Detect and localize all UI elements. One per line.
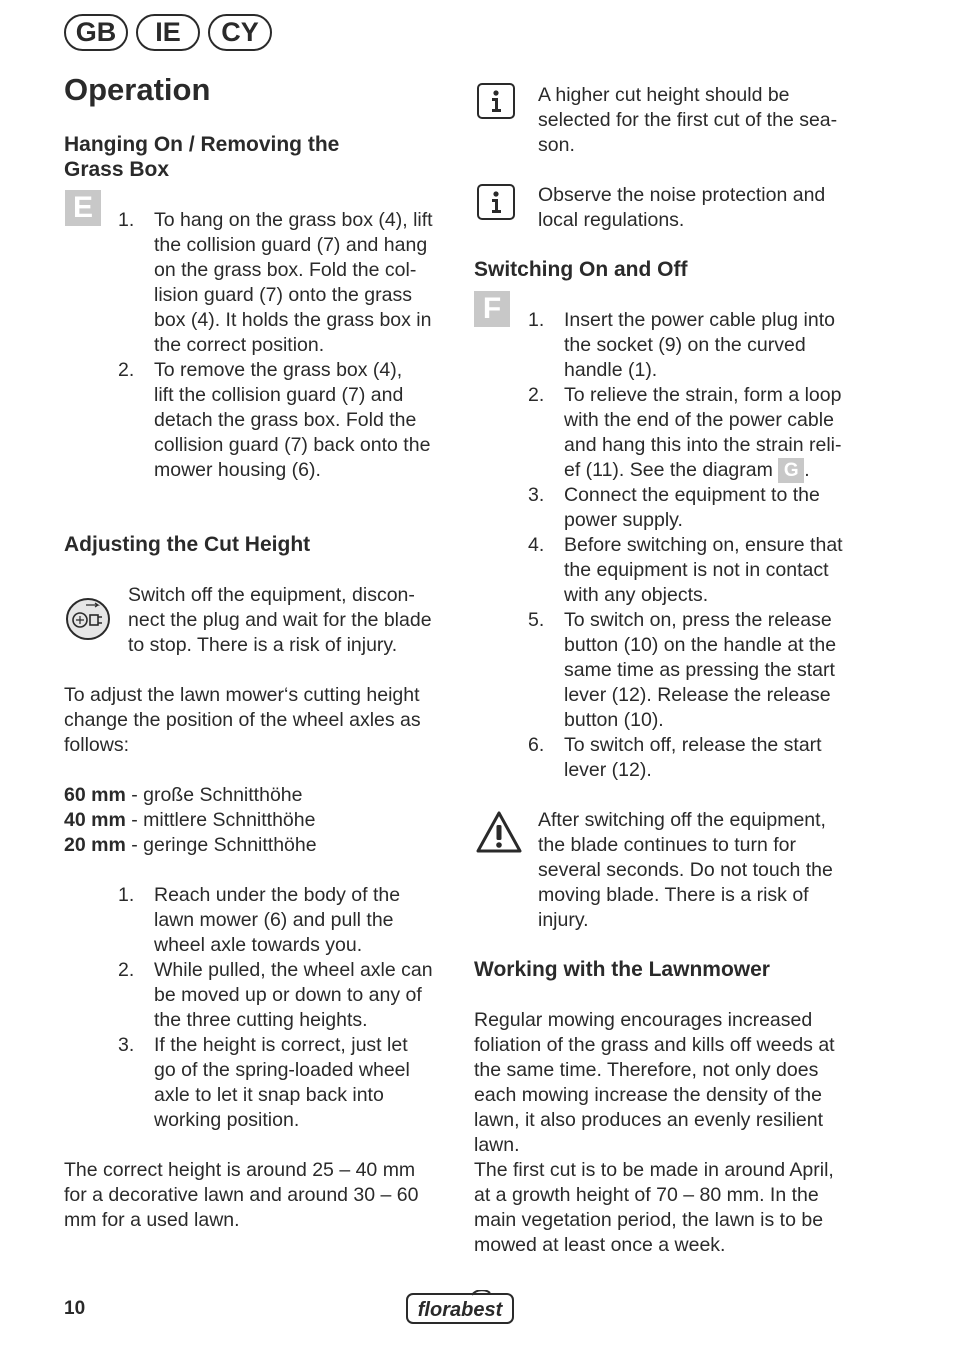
- info-glyph-icon: [479, 85, 513, 117]
- step-line: lawn mower (6) and pull the: [154, 909, 394, 931]
- language-badge-gb: GB: [64, 14, 128, 51]
- step-line: Reach under the body of the: [154, 884, 401, 906]
- text-line: To adjust the lawn mower‘s cutting height: [64, 684, 420, 706]
- text-line: follows:: [64, 734, 130, 756]
- step-line: To relieve the strain, form a loop: [564, 384, 842, 406]
- step-line: same time as pressing the start: [564, 659, 835, 681]
- step-number: 2.: [528, 384, 545, 406]
- step-number: 1.: [118, 209, 135, 231]
- height-desc: - mittlere Schnitthöhe: [125, 809, 316, 831]
- heading-cut-height: Adjusting the Cut Height: [64, 533, 311, 556]
- text-line: injury.: [538, 909, 589, 931]
- unplug-warning-icon: [66, 597, 112, 641]
- text-line: moving blade. There is a risk of: [538, 884, 809, 906]
- text-line: several seconds. Do not touch the: [538, 859, 833, 881]
- list-item: [528, 733, 868, 783]
- height-value: 20 mm: [64, 834, 126, 856]
- step-number: 2.: [118, 359, 135, 381]
- step-line: mower housing (6).: [154, 459, 321, 481]
- step-line: wheel axle towards you.: [154, 934, 363, 956]
- text-line: Regular mowing encourages increased: [474, 1009, 813, 1031]
- text-line: Switch off the equipment, discon-: [128, 584, 415, 606]
- text-line: The first cut is to be made in around April,: [474, 1159, 834, 1181]
- text-line: each mowing increase the density of the: [474, 1084, 822, 1106]
- step-line: axle to let it snap back into: [154, 1084, 384, 1106]
- step-line: To remove the grass box (4),: [154, 359, 403, 381]
- step-line: the three cutting heights.: [154, 1009, 368, 1031]
- height-desc: - große Schnitthöhe: [125, 784, 303, 806]
- step-line: lever (12).: [564, 759, 652, 781]
- text-line: Observe the noise protection and: [538, 184, 826, 206]
- step-line: be moved up or down to any of: [154, 984, 422, 1006]
- step-line: lift the collision guard (7) and: [154, 384, 404, 406]
- hanging-steps: [118, 208, 458, 483]
- step-line: box (4). It holds the grass box in: [154, 309, 432, 331]
- height-option: [64, 808, 317, 833]
- step-number: 6.: [528, 734, 545, 756]
- step-punctuation: .: [804, 459, 810, 481]
- list-item: [118, 1033, 458, 1133]
- info-note-2: [538, 183, 825, 233]
- text-line: the blade continues to turn for: [538, 834, 797, 856]
- step-number: 2.: [118, 959, 135, 981]
- height-options: [64, 783, 317, 858]
- text-line: to stop. There is a risk of injury.: [128, 634, 398, 656]
- cut-height-outro: [64, 1158, 419, 1233]
- height-desc: - geringe Schnitthöhe: [125, 834, 317, 856]
- brand-logo: [406, 1290, 514, 1324]
- step-line: Before switching on, ensure that: [564, 534, 843, 556]
- figure-ref-e: E: [65, 190, 101, 226]
- step-line: the equipment is not in contact: [564, 559, 829, 581]
- text-line: lawn, it also produces an evenly resilient: [474, 1109, 824, 1131]
- text-line: son.: [538, 134, 575, 156]
- unplug-warning-text: [128, 583, 432, 658]
- list-item: [118, 358, 458, 483]
- heading-hanging-line1: Hanging On / Removing the: [64, 133, 340, 156]
- text-line: local regulations.: [538, 209, 685, 231]
- working-paragraph-2: [474, 1158, 834, 1258]
- info-note-1: [538, 83, 837, 158]
- cut-height-intro: [64, 683, 421, 758]
- step-line: the socket (9) on the curved: [564, 334, 806, 356]
- warning-triangle-icon: [475, 810, 523, 854]
- text-line: foliation of the grass and kills off weeds at: [474, 1034, 835, 1056]
- step-line: on the grass box. Fold the col-: [154, 259, 417, 281]
- heading-switching: Switching On and Off: [474, 258, 688, 281]
- list-item: [118, 208, 458, 358]
- step-line: If the height is correct, just let: [154, 1034, 408, 1056]
- info-icon: [477, 184, 515, 220]
- text-line: The correct height is around 25 – 40 mm: [64, 1159, 416, 1181]
- step-line: go of the spring-loaded wheel: [154, 1059, 410, 1081]
- step-number: 3.: [528, 484, 545, 506]
- step-line: Connect the equipment to the: [564, 484, 820, 506]
- page-number: 10: [64, 1298, 86, 1319]
- cut-height-steps: [118, 883, 458, 1133]
- list-item: [528, 533, 868, 608]
- text-line: mm for a used lawn.: [64, 1209, 240, 1231]
- step-line: handle (1).: [564, 359, 658, 381]
- step-number: 5.: [528, 609, 545, 631]
- step-line: working position.: [154, 1109, 300, 1131]
- page-title: Operation: [64, 72, 211, 107]
- step-line: To hang on the grass box (4), lift: [154, 209, 433, 231]
- step-line: and hang this into the strain reli-: [564, 434, 842, 456]
- text-line: mowed at least once a week.: [474, 1234, 726, 1256]
- step-line: While pulled, the wheel axle can: [154, 959, 433, 981]
- step-line: detach the grass box. Fold the: [154, 409, 417, 431]
- brand-name: florabest: [417, 1299, 503, 1321]
- step-line: ef (11). See the diagram: [564, 459, 779, 481]
- step-line: button (10).: [564, 709, 664, 731]
- figure-ref-g: G: [778, 458, 804, 483]
- text-line: main vegetation period, the lawn is to be: [474, 1209, 824, 1231]
- step-number: 4.: [528, 534, 545, 556]
- heading-hanging: [64, 132, 339, 182]
- figure-ref-f: F: [474, 291, 510, 327]
- heading-hanging-line2: Grass Box: [64, 158, 170, 181]
- step-line: collision guard (7) back onto the: [154, 434, 431, 456]
- height-option: [64, 833, 317, 858]
- blade-warning-text: [538, 808, 833, 933]
- switching-steps: [528, 308, 868, 783]
- step-line: with the end of the power cable: [564, 409, 834, 431]
- heading-working: Working with the Lawnmower: [474, 958, 770, 981]
- text-line: change the position of the wheel axles as: [64, 709, 421, 731]
- step-line: lever (12). Release the release: [564, 684, 831, 706]
- text-line: for a decorative lawn and around 30 – 60: [64, 1184, 419, 1206]
- list-item: [528, 383, 868, 483]
- step-line: lision guard (7) onto the grass: [154, 284, 412, 306]
- language-badge-ie: IE: [136, 14, 200, 51]
- text-line: nect the plug and wait for the blade: [128, 609, 432, 631]
- list-item: [118, 958, 458, 1033]
- text-line: After switching off the equipment,: [538, 809, 826, 831]
- step-line: button (10) on the handle at the: [564, 634, 837, 656]
- height-value: 40 mm: [64, 809, 126, 831]
- info-icon: [477, 83, 515, 119]
- height-value: 60 mm: [64, 784, 126, 806]
- language-badge-cy: CY: [208, 14, 272, 51]
- text-line: at a growth height of 70 – 80 mm. In the: [474, 1184, 819, 1206]
- step-number: 1.: [528, 309, 545, 331]
- text-line: A higher cut height should be: [538, 84, 790, 106]
- text-line: lawn.: [474, 1134, 520, 1156]
- step-line: To switch off, release the start: [564, 734, 822, 756]
- step-number: 3.: [118, 1034, 135, 1056]
- step-line: with any objects.: [564, 584, 709, 606]
- list-item: [528, 608, 868, 733]
- step-number: 1.: [118, 884, 135, 906]
- working-paragraph-1: [474, 1008, 835, 1158]
- height-option: [64, 783, 317, 808]
- step-line: the correct position.: [154, 334, 325, 356]
- step-line: power supply.: [564, 509, 683, 531]
- info-glyph-icon: [479, 186, 513, 218]
- text-line: the same time. Therefore, not only does: [474, 1059, 819, 1081]
- list-item: [118, 883, 458, 958]
- text-line: selected for the first cut of the sea-: [538, 109, 838, 131]
- step-line: Insert the power cable plug into: [564, 309, 836, 331]
- step-line: To switch on, press the release: [564, 609, 832, 631]
- list-item: [528, 308, 868, 383]
- language-badges: [64, 14, 280, 51]
- step-line: the collision guard (7) and hang: [154, 234, 428, 256]
- list-item: [528, 483, 868, 533]
